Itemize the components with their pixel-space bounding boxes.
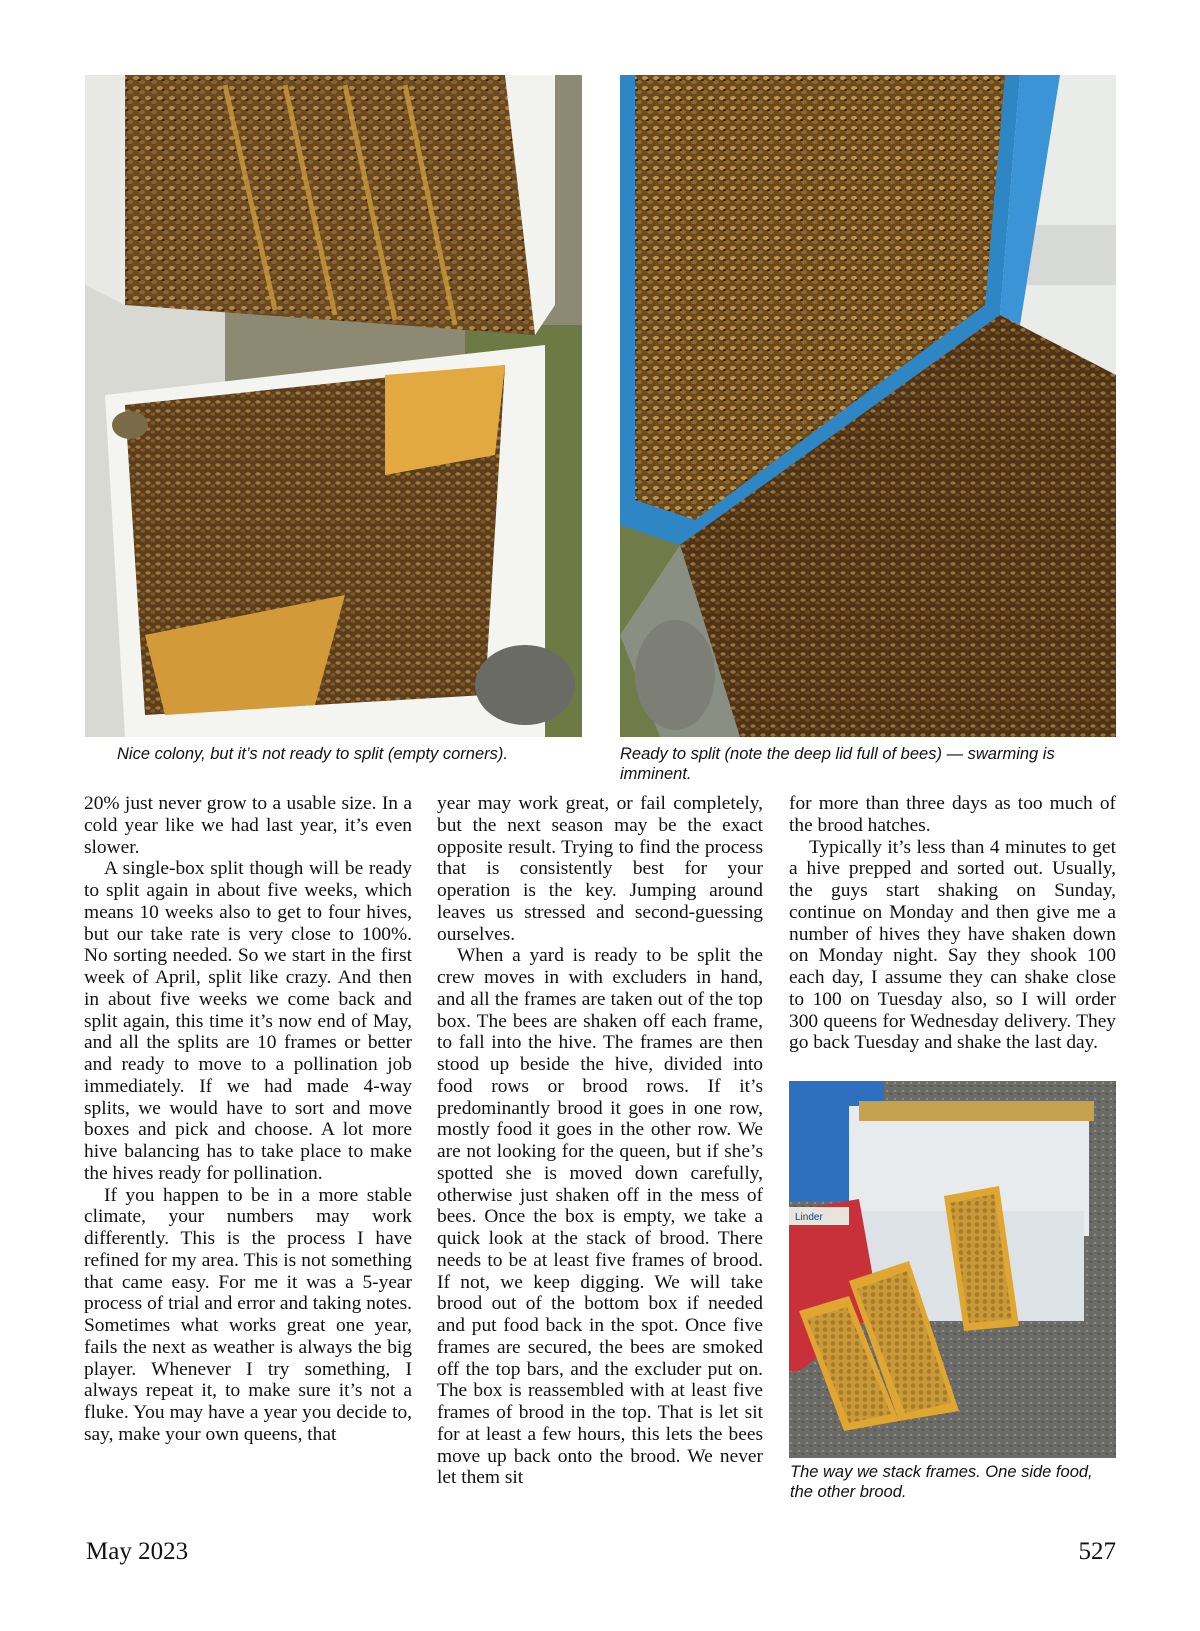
paragraph: Typically it’s less than 4 minutes to get a hive prepped and sorted out. Usually, the guys start shaking on Sunday, continue on Monday and then give me a number of hives they have shaken down on Monday night. Say they shook 100 each day, I assume they can shake close to 100 on Tuesday also, so I will order 300 queens for Wednesday delivery. They go back Tuesday and shake the last day. bbox=[789, 836, 1116, 1054]
page-number: 527 bbox=[1078, 1538, 1116, 1565]
text-column-2 bbox=[437, 793, 763, 1489]
text-column-1 bbox=[84, 793, 412, 1446]
paragraph: A single-box split though will be ready to split again in about five weeks, which means 10 weeks also to get to four hives, but our take rate is very close to 100%. No sorting needed. So we start in the first week of April, split like crazy. And then in about five weeks we come back and split again, this time it’s now end of May, and all the splits are 10 frames or better and ready to move to a pollination job immediately. If we had made 4-way splits, we would have to sort and move boxes and pick and choose. A lot more hive balancing has to take place to make the hives ready for pollination. bbox=[84, 858, 412, 1184]
paragraph: 20% just never grow to a usable size. In a cold year like we had last year, it’s even slower. bbox=[84, 793, 412, 858]
caption-photo-2: Ready to split (note the deep lid full of bees) — swarming is imminent. bbox=[620, 745, 1055, 783]
paragraph: for more than three days as too much of the brood hatches. bbox=[789, 793, 1116, 836]
paragraph: If you happen to be in a more stable climate, your numbers may work differently. This is the process I have refined for my area. This is not something that came easy. For me it was a 5-year process of trial and error and taking notes. Sometimes what works great one year, fails the next as weather is always the big player. Whenever I try something, I always repeat it, to make sure it’s not a fluke. You may have a year you decide to, say, make your own queens, that bbox=[84, 1184, 412, 1445]
caption-photo-3: The way we stack frames. One side food, the other brood. bbox=[790, 1463, 1093, 1501]
photo-colony-ready bbox=[620, 75, 1116, 737]
paragraph: year may work great, or fail completely, but the next season may be the exact opposite result. Trying to find the process that is consistently best for your operation is the key. Jumping around leaves us stressed and second-guessing ourselves. bbox=[437, 793, 763, 945]
footer-date: May 2023 bbox=[86, 1538, 189, 1565]
caption-photo-1: Nice colony, but it’s not ready to split (empty corners). bbox=[117, 745, 508, 763]
photo-colony-not-ready bbox=[85, 75, 582, 737]
photo-stacked-frames bbox=[789, 1081, 1116, 1458]
paragraph: When a yard is ready to be split the crew moves in with excluders in hand, and all the frames are taken out of the top box. The bees are shaken off each frame, to fall into the hive. The frames are then stood up beside the hive, divided into food rows or brood rows. If it’s predominantly brood it goes in one row, mostly food it goes in the other row. We are not looking for the queen, but if she’s spotted she is moved down carefully, otherwise just shaken off in the mess of bees. Once the box is empty, we take a quick look at the stack of brood. There needs to be at least five frames of brood. If not, we keep digging. We will take brood out of the bottom box if needed and put food back in the spot. Once five frames are secured, the bees are smoked off the top bars, and the excluder put on. The box is reassembled with at least five frames of brood in the top. That is let sit for at least a few hours, this lets the bees move up back onto the brood. We never let them sit bbox=[437, 945, 763, 1489]
box-label-text: Linder bbox=[795, 1212, 823, 1223]
text-column-3 bbox=[789, 793, 1116, 1054]
